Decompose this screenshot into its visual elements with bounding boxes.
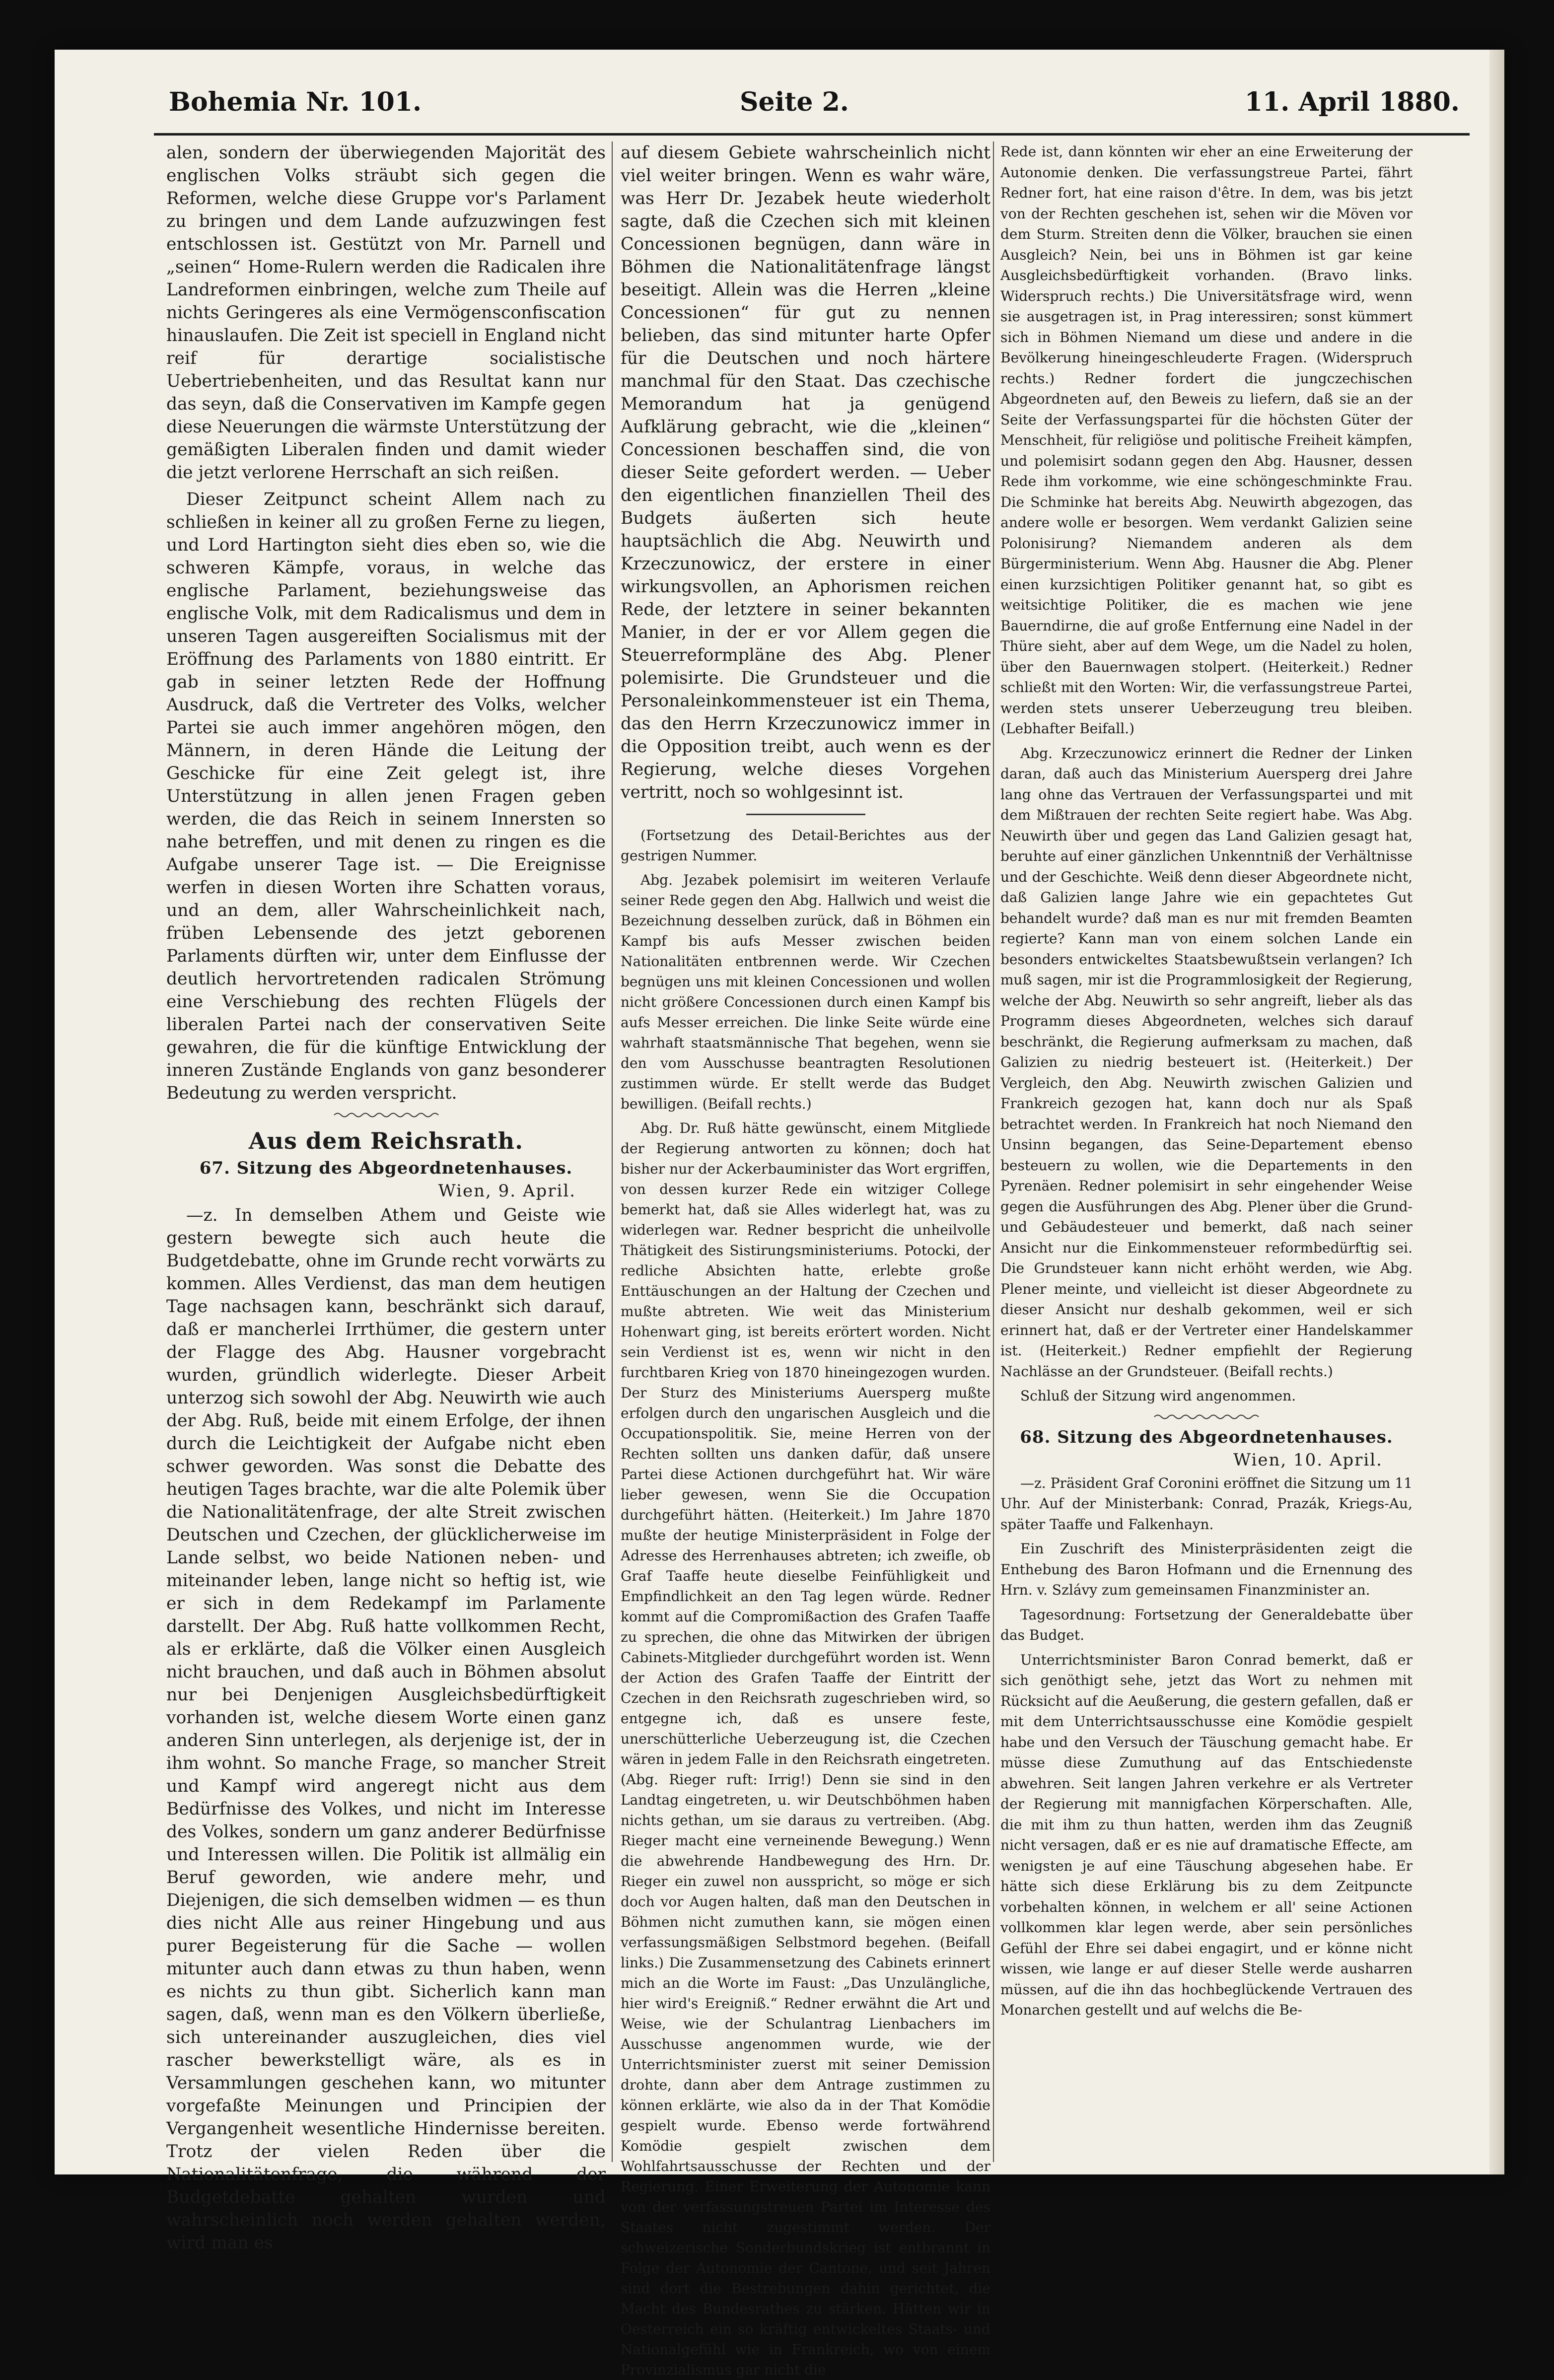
column-2	[621, 141, 990, 2378]
section-heading: Aus dem Reichsrath.	[248, 1127, 524, 1154]
column-divider-2	[993, 141, 994, 2162]
column-divider-1	[612, 141, 613, 2162]
section-divider	[334, 1112, 438, 1119]
article-paragraph: Abg. Dr. Ruß hätte gewünscht, einem Mitgliede der Regierung antworten zu können; doch hat bisher nur der Ackerbauminister das Wort ergriffen, von dessen kurzer Rede ein witziger College bemerkt hat, daß sie Alles widerlegt hat, was zu widerlegen war. Redner bespricht die unheilvolle Thätigkeit des Sistirungsministeriums. Potocki, der redliche Absichten hatte, erlebte große Enttäuschungen an der Haltung der Czechen und mußte abtreten. Wie weit das Ministerium Hohenwart ging, ist bereits erörtert worden. Nicht sein Verdienst ist es, wenn wir nicht in den furchtbaren Krieg von 1870 hineingezogen wurden. Der Sturz des Ministeriums Auersperg mußte erfolgen durch den ungarischen Ausgleich und die Occupationspolitik. Sie, meine Herren von der Rechten sollten uns danken dafür, daß unsere Partei diese Actionen durchgeführt hat. Wir wäre lieber gewesen, wenn Sie die Occupation durchgeführt hätten. (Heiterkeit.) Im Jahre 1870 mußte der heutige Ministerpräsident in Folge der Adresse des Herrenhauses abtreten; ich zweifle, ob Graf Taaffe heute dieselbe Feinfühligkeit und Empfindlichkeit an den Tag legen würde. Redner kommt auf die Compromißaction des Grafen Taaffe zu sprechen, die ohne das Mitwirken der übrigen Cabinets-Mitglieder durchgeführt worden ist. Wenn der Action des Grafen Taaffe der Eintritt der Czechen in den Reichsrath zugeschrieben wird, so entgegne ich, daß es unsere feste, unerschütterliche Ueberzeugung ist, die Czechen wären in jedem Falle in den Reichsrath eingetreten. (Abg. Rieger ruft: Irrig!) Denn sie sind in den Landtag eingetreten, u. wir Deutschböhmen haben nichts gethan, um sie daraus zu vertreiben. (Abg. Rieger macht eine verneinende Bewegung.) Wenn die abwehrende Handbewegung des Hrn. Dr. Rieger ein zuwel non ausspricht, so möge er sich doch vor Augen halten, daß man den Deutschen in Böhmen nicht zumuthen kann, sie mögen einen verfassungsmäßigen Selbstmord begehen. (Beifall links.) Die Zusammensetzung des Cabinets erinnert mich an die Worte im Faust: „Das Unzulängliche, hier wird's Ereigniß.“ Redner erwähnt die Art und Weise, wie der Schulantrag Lienbachers im Ausschusse angenommen wurde, wie der Unterrichtsminister zuerst mit seiner Demission drohte, dann aber dem Antrage zustimmen zu können erklärte, wie also da in der That Komödie gespielt wurde. Ebenso werde fortwährend Komödie gespielt zwischen dem Wohlfahrtsausschusse der Rechten und der Regierung. Einer Erweiterung der Autonomie kann von der verfassungstreuen Partei im Interesse des Staates nicht zugestimmt werden. Der schweizerische Sonderbundskrieg ist entbrannt in Folge der Autonomie der Cantone, und seit Jahren sind dort die Bestrebungen dahin gerichtet, die Macht des Bundesrathes zu stärken. Hätten wir in Oesterreich ein so kräftig entwickeltes Staats- und Nationalgefühl wie in Frankreich, wo von einem Provinzialismus gar nicht die	[621, 1120, 990, 2378]
dateline: Wien, 9. April.	[438, 1181, 576, 1201]
column-3	[1000, 141, 1413, 2167]
article-paragraph: auf diesem Gebiete wahrscheinlich nicht viel weiter bringen. Wenn es wahr wäre, was Herr Dr. Jezabek heute wiederholt sagte, daß die Czechen sich mit kleinen Concessionen begnügen, dann wäre in Böhmen die Nationalitätenfrage längst beseitigt. Allein was die Herren „kleine Concessionen“ für gut zu nennen belieben, das sind mitunter harte Opfer für die Deutschen und noch härtere manchmal für den Staat. Das czechische Memorandum hat ja genügend Aufklärung gebracht, wie die „kleinen“ Concessionen beschaffen sind, die von dieser Seite gefordert werden. — Ueber den eigentlichen finanziellen Theil des Budgets äußerten sich heute hauptsächlich die Abg. Neuwirth und Krzeczunowicz, der erstere in einer wirkungsvollen, an Aphorismen reichen Rede, der letztere in seiner bekannten Manier, in der er vor Allem gegen die Steuerreformpläne des Abg. Plener polemisirte. Die Grundsteuer und die Personaleinkommensteuer ist ein Thema, das den Herrn Krzeczunowicz immer in die Opposition treibt, auch wenn es der Regierung, welche dieses Vorgehen vertritt, noch so wohlgesinnt ist.	[621, 143, 990, 802]
session-heading: 67. Sitzung des Abgeordnetenhauses.	[199, 1158, 573, 1178]
section-divider	[1154, 1413, 1259, 1420]
article-paragraph: —z. In demselben Athem und Geiste wie gestern bewegte sich auch heute die Budgetdebatte, ohne im Grunde recht vorwärts zu kommen. Alles Verdienst, das man dem heutigen Tage nachsagen kann, beschränkt sich darauf, daß er mancherlei Irrthümer, die gestern unter der Flagge des Abg. Hausner vorgebracht wurden, gründlich widerlegte. Dieser Arbeit unterzog sich sowohl der Abg. Neuwirth wie auch der Abg. Ruß, beide mit einem Erfolge, der ihnen durch die Leichtigkeit der Aufgabe nicht eben schwer geworden. Was sonst die Debatte des heutigen Tages brachte, war die alte Polemik über die Nationalitätenfrage, der alte Streit zwischen Deutschen und Czechen, der glücklicherweise im Lande selbst, wo beide Nationen neben- und miteinander leben, lange nicht so heftig ist, wie er sich in dem Redekampf im Parlamente darstellt. Der Abg. Ruß hatte vollkommen Recht, als er erklärte, daß die Völker einen Ausgleich nicht brauchen, und daß auch in Böhmen absolut nur bei Denjenigen Ausgleichsbedürftigkeit vorhanden ist, welche diesem Worte einen ganz anderen Sinn unterlegen, als derjenige ist, der in ihm wohnt. So manche Frage, so mancher Streit und Kampf wird angeregt nicht aus dem Bedürfnisse des Volkes, und nicht im Interesse des Volkes, sondern um ganz anderer Bedürfnisse und Interessen willen. Die Politik ist allmälig ein Beruf geworden, wie andere mehr, und Diejenigen, die sich demselben widmen — es thun dies nicht Alle aus reiner Hingebung und aus purer Begeisterung für die Sache — wollen mitunter auch dann etwas zu thun haben, wenn es nichts zu thun gibt. Sicherlich kann man sagen, daß, wenn man es den Völkern überließe, sich untereinander auszugleichen, dies viel rascher bewerkstelligt wäre, als es in Versammlungen geschehen kann, wo mitunter vorgefaßte Meinungen und Principien der Vergangenheit wesentliche Hindernisse bereiten. Trotz der vielen Reden über die Nationalitätenfrage, die während der Budgetdebatte gehalten wurden und wahrscheinlich noch werden gehalten werden, wird man es	[166, 1205, 606, 2253]
masthead-page-number: Seite 2.	[740, 87, 849, 117]
short-rule	[746, 814, 865, 815]
session-heading: 68. Sitzung des Abgeordnetenhauses.	[1020, 1427, 1393, 1447]
article-paragraph: Unterrichtsminister Baron Conrad bemerkt, daß er sich genöthigt sehe, jetzt das Wort zu nehmen mit Rücksicht auf die Aeußerung, die gestern gefallen, daß er mit dem Unterrichtsausschusse eine Komödie gespielt habe und den Versuch der Täuschung gemacht habe. Er müsse diese Zumuthung auf das Entschiedenste abwehren. Seit langen Jahren verkehre er als Vertreter der Regierung mit mannigfachen Körperschaften. Alle, die mit ihm zu thun hatten, werden ihm das Zeugniß nicht versagen, daß er es nie auf dramatische Effecte, am wenigsten je auf eine Täuschung abgesehen habe. Er hätte sich diese Erklärung bis zu dem Zeitpuncte vorbehalten können, in welchem er all' seine Actionen vollkommen klar legen werde, aber sein persönliches Gefühl der Ehre sei dabei engagirt, und er könne nicht wissen, wie lange er auf dieser Stelle werde ausharren müssen, auf die ihn das hochbeglückende Vertrauen des Monarchen gestellt und auf welchs die Be-	[1000, 1651, 1413, 2018]
masthead	[169, 79, 1460, 124]
dateline: Wien, 10. April.	[1233, 1450, 1383, 1470]
article-paragraph: Ein Zuschrift des Ministerpräsidenten zeigt die Enthebung des Baron Hofmann und die Ernennung des Hrn. v. Szlávy zum gemeinsamen Finanzminister an.	[1000, 1540, 1413, 1598]
column-1	[166, 141, 606, 2253]
page-edge	[1489, 50, 1504, 2174]
article-paragraph: Rede ist, dann könnten wir eher an eine Erweiterung der Autonomie denken. Die verfassungstreue Partei, fährt Redner fort, hat eine raison d'être. In dem, was bis jetzt von der Rechten geschehen ist, sehen wir die Möven vor dem Sturm. Streiten denn die Völker, brauchen sie einen Ausgleich? Nein, bei uns in Böhmen ist gar keine Ausgleichsbedürftigkeit vorhanden. (Bravo links. Widerspruch rechts.) Die Universitätsfrage wird, wenn sie ausgetragen ist, in Prag interessiren; sonst kümmert sich in Böhmen Niemand um diese und andere in die Bevölkerung hineingeschleuderte Fragen. (Widerspruch rechts.) Redner fordert die jungczechischen Abgeordneten auf, den Beweis zu liefern, daß sie an der Seite der Verfassungspartei für die höchsten Güter der Menschheit, für religiöse und politische Freiheit kämpfen, und polemisirt sodann gegen den Abg. Hausner, dessen Rede ihm vorkomme, wie eine schöngeschminkte Frau. Die Schminke hat bereits Abg. Neuwirth abgezogen, das andere wolle er besorgen. Wem verdankt Galizien seine Polonisirung? Niemandem anderen als dem Bürgerministerium. Wenn Abg. Hausner die Abg. Plener einen kurzsichtigen Politiker genannt hat, so gibt es weitsichtige Politiker, die es machen wie jene Bauerndirne, die auf große Entfernung eine Nadel in der Thüre sieht, aber auf dem Wege, um die Nadel zu holen, über den Bauernwagen stolpert. (Heiterkeit.) Redner schließt mit den Worten: Wir, die verfassungstreue Partei, werden stets unserer Ueberzeugung treu bleiben. (Lebhafter Beifall.)	[1000, 143, 1413, 737]
article-paragraph: Dieser Zeitpunct scheint Allem nach zu schließen in keiner all zu großen Ferne zu liegen, und Lord Hartington sieht dies eben so, wie die schweren Kämpfe, voraus, in welche das englische Parlament, beziehungsweise das englische Volk, mit dem Radicalismus und dem in unseren Tagen ausgereiften Socialismus mit der Eröffnung des Parlaments von 1880 eintritt. Er gab in seiner letzten Rede der Hoffnung Ausdruck, daß die Vertreter des Volks, welcher Partei sie auch immer angehören mögen, den Männern, in deren Hände die Leitung der Geschicke für eine Zeit gelegt ist, ihre Unterstützung in allen jenen Fragen geben werden, die das Reich in seinem Innersten so nahe betreffen, und mit denen zu ringen es die Aufgabe unserer Tage ist. — Die Ereignisse werfen in diesen Worten ihre Schatten voraus, und an dem, aller Wahrscheinlichkeit nach, früben Lebensende des jetzt geborenen Parlaments dürften wir, unter dem Einflusse der deutlich hervortretenden radicalen Strömung eine Verschiebung des rechten Flügels der liberalen Partei nach der conservativen Seite gewahren, die für die künftige Entwicklung der inneren Zustände Englands von ganz besonderer Bedeutung zu werden verspricht.	[166, 490, 606, 1103]
newspaper-page	[55, 50, 1504, 2378]
article-paragraph: Abg. Krzeczunowicz erinnert die Redner der Linken daran, daß auch das Ministerium Auersperg drei Jahre lang ohne das Vertrauen der Verfassungspartei und mit dem Mißtrauen der rechten Seite regiert habe. Was Abg. Neuwirth über und gegen das Land Galizien gesagt hat, beruhte auf einer gänzlichen Unkenntniß der Verhältnisse und der Geschichte. Weiß denn dieser Abgeordnete nicht, daß Galizien lange Jahre wie ein gepachtetes Gut behandelt wurde? daß man es nur mit fremden Beamten regierte? Kann man von einem solchen Lande ein besonders entwickeltes Staatsbewußtsein verlangen? Ich muß sagen, mir ist die Programmlosigkeit der Regierung, welche der Abg. Neuwirth so sehr angreift, lieber als das Programm dieses Abgeordneten, welches sich darauf beschränkt, die Regierung aufmerksam zu machen, daß Galizien zu niedrig besteuert ist. (Heiterkeit.) Der Vergleich, den Abg. Neuwirth zwischen Galizien und Frankreich gezogen hat, kann doch nur als Spaß betrachtet werden. In Frankreich hat noch Niemand den Unsinn begangen, das Seine-Departement ebenso besteuern zu wollen, wie die Departements in den Pyrenäen. Redner polemisirt in sehr eingehender Weise gegen die Ausführungen des Abg. Plener über die Grund- und Gebäudesteuer und bemerkt, daß nach seiner Ansicht nur die Einkommensteuer reformbedürftig sei. Die Grundsteuer kann nicht erhöht werden, wie Abg. Plener meinte, und vielleicht ist dieser Abgeordnete zu dieser Ansicht nur deshalb gekommen, weil er sich erinnert hat, daß er der Vertreter einer Handelskammer ist. (Heiterkeit.) Redner empfiehlt der Regierung Nachlässe an der Grundsteuer. (Beifall rechts.)	[1000, 745, 1413, 1380]
article-paragraph: Abg. Jezabek polemisirt im weiteren Verlaufe seiner Rede gegen den Abg. Hallwich und weist die Bezeichnung desselben zurück, daß in Böhmen ein Kampf bis aufs Messer zwischen beiden Nationalitäten entbrennen werde. Wir Czechen begnügen uns mit kleinen Concessionen und wollen nicht größere Concessionen durch einen Kampf bis aufs Messer erreichen. Die linke Seite würde eine wahrhaft staatsmännische That begehen, wenn sie den vom Ausschusse beantragten Resolutionen zustimmen würde. Er stellt werde das Budget bewilligen. (Beifall rechts.)	[621, 872, 990, 1112]
header-rule	[154, 133, 1470, 136]
article-paragraph: Tagesordnung: Fortsetzung der Generaldebatte über das Budget.	[1000, 1606, 1413, 1643]
article-paragraph: Schluß der Sitzung wird angenommen.	[1020, 1388, 1296, 1404]
masthead-paper-number: Bohemia Nr. 101.	[169, 87, 422, 117]
article-paragraph: —z. Präsident Graf Coronini eröffnet die Sitzung um 11 Uhr. Auf der Ministerbank: Conrad, Prazák, Kriegs-Au, später Taaffe und Falkenhayn.	[1000, 1474, 1413, 1533]
masthead-date: 11. April 1880.	[1244, 87, 1460, 117]
article-paragraph: alen, sondern der überwiegenden Majorität des englischen Volks sträubt sich gegen die Reformen, welche diese Gruppe vor's Parlament zu bringen und dem Lande aufzuzwingen fest entschlossen ist. Gestützt von Mr. Parnell und „seinen“ Home-Rulern werden die Radicalen ihre Landreformen einbringen, welche zum Theile auf nichts Geringeres als eine Vermögensconfiscation hinauslaufen. Die Zeit ist speciell in England nicht reif für derartige socialistische Uebertriebenheiten, und das Resultat kann nur das seyn, daß die Conservativen im Kampfe gegen diese Neuerungen die wärmste Unterstützung der gemäßigten Liberalen finden und damit wieder die jetzt verlorene Herrschaft an sich reißen.	[166, 143, 606, 483]
continuation-note: (Fortsetzung des Detail-Berichtes aus der gestrigen Nummer.	[621, 827, 990, 864]
